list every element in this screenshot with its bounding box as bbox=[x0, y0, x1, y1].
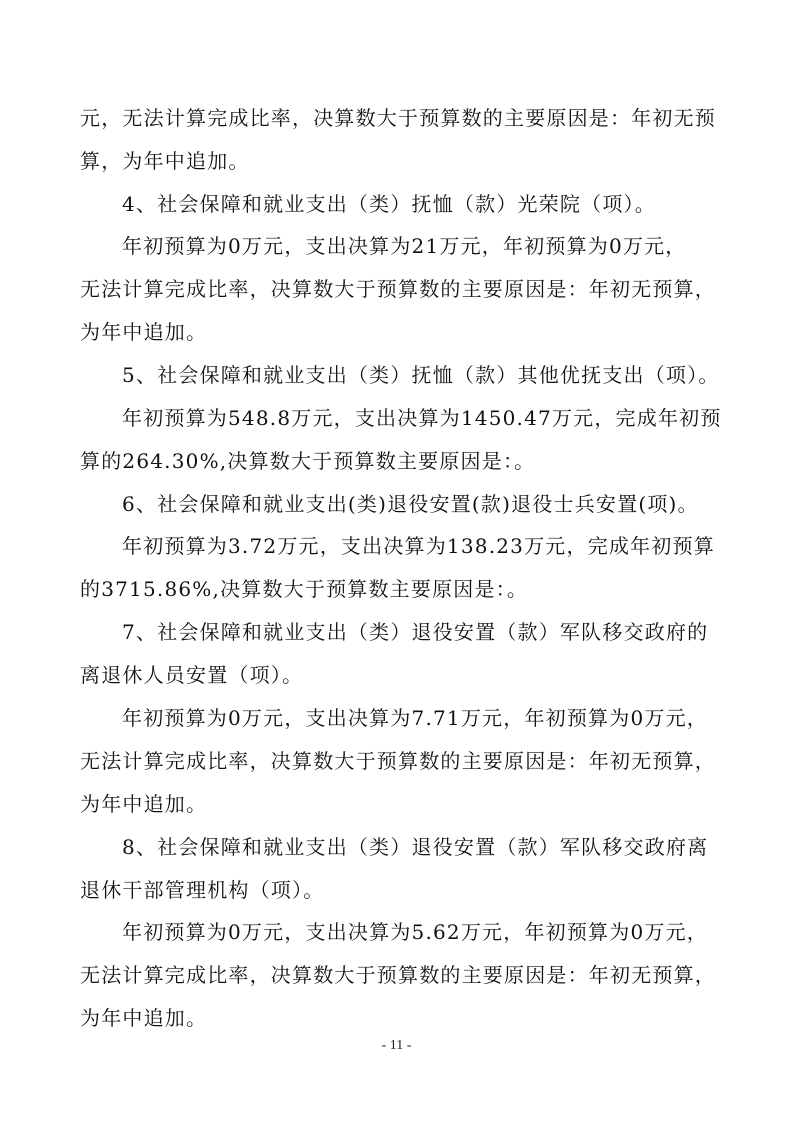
text-line: 年初预算为548.8万元，支出决算为1450.47万元，完成年初预 bbox=[122, 406, 722, 430]
text-line: 无法计算完成比率，决算数大于预算数的主要原因是：年初无预算， bbox=[80, 963, 716, 987]
text-line: 年初预算为0万元，支出决算为7.71万元，年初预算为0万元， bbox=[122, 706, 708, 730]
text-line: 为年中追加。 bbox=[80, 320, 208, 344]
page-number: - 11 - bbox=[381, 1038, 412, 1053]
item-heading-6: 6、社会保障和就业支出(类)退役安置(款)退役士兵安置(项)。 bbox=[122, 492, 699, 516]
item-heading-7: 7、社会保障和就业支出（类）退役安置（款）军队移交政府的 bbox=[122, 620, 709, 644]
text-line: 算的264.30%,决算数大于预算数主要原因是：。 bbox=[80, 449, 536, 473]
item-heading-5: 5、社会保障和就业支出（类）抚恤（款）其他优抚支出（项）。 bbox=[122, 363, 720, 387]
text-line: 为年中追加。 bbox=[80, 792, 208, 816]
text-line: 离退休人员安置（项）。 bbox=[80, 663, 304, 687]
item-heading-8: 8、社会保障和就业支出（类）退役安置（款）军队移交政府离 bbox=[122, 835, 709, 859]
text-line: 的3715.86%,决算数大于预算数主要原因是：。 bbox=[80, 577, 529, 601]
text-line: 算，为年中追加。 bbox=[80, 149, 250, 173]
text-line: 为年中追加。 bbox=[80, 1006, 208, 1030]
text-line: 年初预算为0万元，支出决算为5.62万元，年初预算为0万元， bbox=[122, 920, 708, 944]
text-line: 无法计算完成比率，决算数大于预算数的主要原因是：年初无预算， bbox=[80, 277, 716, 301]
text-line: 退休干部管理机构（项）。 bbox=[80, 878, 325, 902]
text-line: 元，无法计算完成比率，决算数大于预算数的主要原因是：年初无预 bbox=[80, 106, 716, 130]
text-line: 无法计算完成比率，决算数大于预算数的主要原因是：年初无预算， bbox=[80, 749, 716, 773]
text-line: 年初预算为3.72万元，支出决算为138.23万元，完成年初预算 bbox=[122, 534, 715, 558]
item-heading-4: 4、社会保障和就业支出（类）抚恤（款）光荣院（项）。 bbox=[122, 192, 656, 216]
text-line: 年初预算为0万元，支出决算为21万元，年初预算为0万元， bbox=[122, 234, 687, 258]
